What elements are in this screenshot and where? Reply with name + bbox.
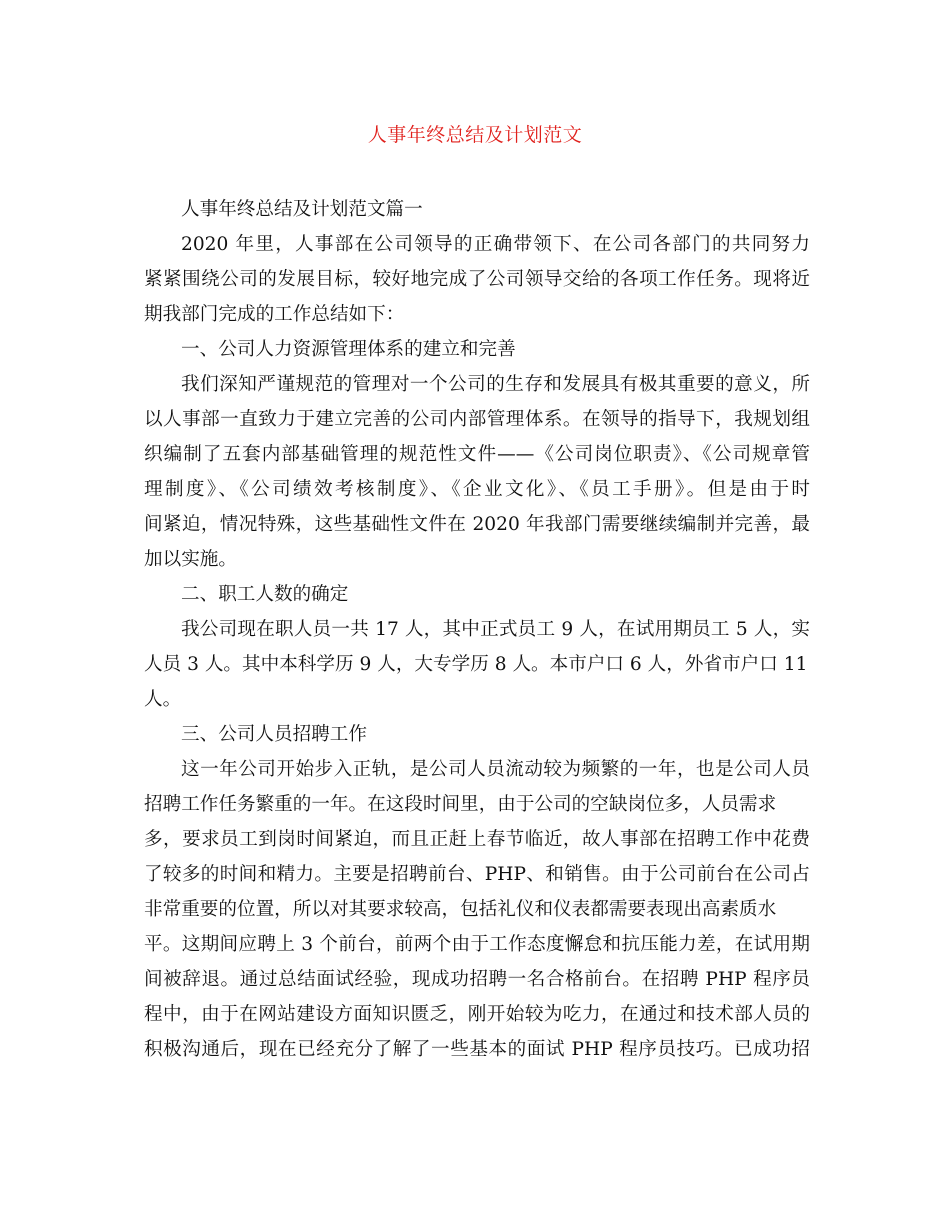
text-line: 人员 3 人。其中本科学历 9 人，大专学历 8 人。本市户口 6 人，外省市户口 11	[144, 654, 808, 675]
document-title: 人事年终总结及计划范文	[367, 124, 583, 146]
text-line: 我公司现在职人员一共 17 人，其中正式员工 9 人，在试用期员工 5 人，实	[181, 619, 810, 640]
text-line: 人。	[144, 689, 182, 710]
text-line: 这一年公司开始步入正轨，是公司人员流动较为频繁的一年，也是公司人员	[181, 759, 810, 780]
text-line: 招聘工作任务繁重的一年。在这段时间里，由于公司的空缺岗位多，人员需求	[144, 794, 777, 815]
text-line: 平。这期间应聘上 3 个前台，前两个由于工作态度懈怠和抗压能力差，在试用期	[144, 934, 810, 955]
document-body	[144, 192, 810, 1067]
text-line: 加以实施。	[144, 549, 237, 570]
text-line: 织编制了五套内部基础管理的规范性文件——《公司岗位职责》、《公司规章管	[144, 444, 810, 465]
text-line: 非常重要的位置，所以对其要求较高，包括礼仪和仪表都需要表现出高素质水	[144, 899, 777, 920]
text-line: 间被辞退。通过总结面试经验，现成功招聘一名合格前台。在招聘 PHP 程序员	[144, 969, 810, 990]
text-line: 2020 年里，人事部在公司领导的正确带领下、在公司各部门的共同努力	[181, 234, 810, 255]
text-line: 程中，由于在网站建设方面知识匮乏，刚开始较为吃力，在通过和技术部人员的	[144, 1004, 810, 1025]
text-line: 一、公司人力资源管理体系的建立和完善	[181, 339, 516, 360]
text-line: 多，要求员工到岗时间紧迫，而且正赶上春节临近，故人事部在招聘工作中花费	[144, 829, 810, 850]
text-line: 了较多的时间和精力。主要是招聘前台、PHP、和销售。由于公司前台在公司占	[144, 864, 810, 885]
text-line: 期我部门完成的工作总结如下：	[144, 304, 405, 325]
text-line: 以人事部一直致力于建立完善的公司内部管理体系。在领导的指导下，我规划组	[144, 409, 810, 430]
text-line: 二、职工人数的确定	[181, 584, 349, 605]
text-line: 间紧迫，情况特殊，这些基础性文件在 2020 年我部门需要继续编制并完善，最	[144, 514, 810, 535]
text-line: 三、公司人员招聘工作	[181, 724, 367, 745]
text-line: 理制度》、《公司绩效考核制度》、《企业文化》、《员工手册》。但是由于时	[144, 479, 810, 500]
text-line: 紧紧围绕公司的发展目标，较好地完成了公司领导交给的各项工作任务。现将近	[144, 269, 810, 290]
text-line: 人事年终总结及计划范文篇一	[181, 199, 423, 220]
text-line: 我们深知严谨规范的管理对一个公司的生存和发展具有极其重要的意义，所	[181, 374, 810, 395]
text-line: 积极沟通后，现在已经充分了解了一些基本的面试 PHP 程序员技巧。已成功招	[144, 1039, 810, 1060]
